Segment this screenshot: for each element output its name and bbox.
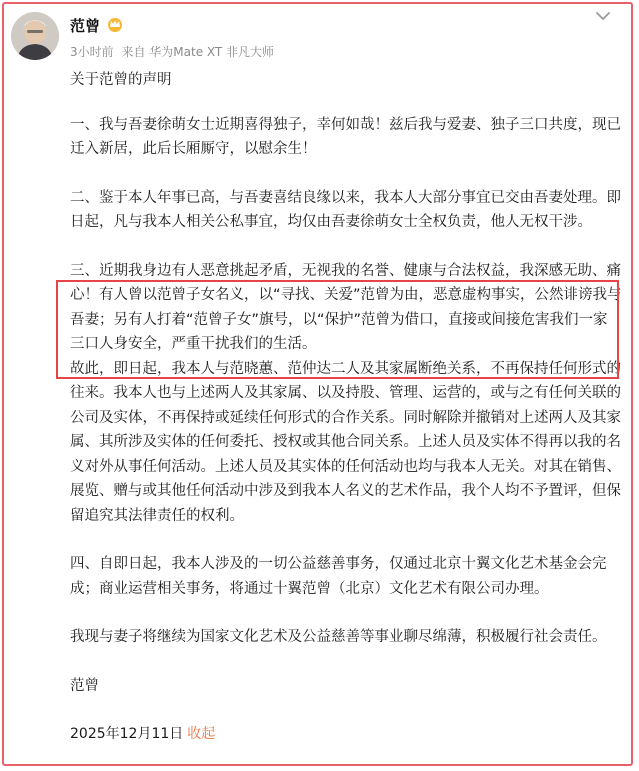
chevron-down-icon[interactable] [594,9,612,23]
post-time: 3小时前 [70,45,114,59]
statement-title: 关于范曾的声明 [70,72,172,88]
author-name[interactable]: 范曾 [70,17,101,35]
paragraph-1: 一、我与吾妻徐萌女士近期喜得独子，幸何如哉！兹后我与爱妻、独子三口共度，现已迁入新居，此后长厢厮守，以慰余生！ [70,116,621,157]
signature-date-line [70,722,622,747]
paragraph-3: 三、近期我身边有人恶意挑起矛盾，无视我的名誉、健康与合法权益，我深感无助、痛心！有人曾以范曾子女名义，以“寻找、关爱”范曾为由，恶意虚构事实，公然诽谤我与吾妻；另有人打着“范曾子女”旗号，以“保护”范曾为借口，直接或间接危害我们一家三口人身安全，严重干扰我们的生活。 [70,262,622,352]
crown-badge-icon [105,16,125,32]
paragraph-5: 我现与妻子将继续为国家文化艺术及公益慈善等事业聊尽绵薄，积极履行社会责任。 [70,629,607,645]
avatar[interactable] [11,12,59,60]
post-meta [70,43,278,60]
signature: 范曾 [70,677,99,694]
paragraph-4: 四、自即日起，我本人涉及的一切公益慈善事务，仅通过北京十翼文化艺术基金会完成；商业运营相关事务，将通过十翼范曾（北京）文化艺术有限公司办理。 [70,556,607,597]
signature-date: 2025年12月11日 [70,726,184,742]
post-body [70,68,622,771]
paragraph-3-continued: 故此，即日起，我本人与范晓蕙、范仲达二人及其家属断绝关系，不再保持任何形式的往来。我本人也与上述两人及其家属、以及持股、管理、运营的，或与之有任何关联的公司及实体，不再保持或延续任何形式的合作关系。同时解除并撤销对上述两人及其家属、其所涉及实体的任何委托、授权或其他合同关系。上述人员及实体不得再以我的名义对外从事任何活动。上述人员及其实体的任何活动也均与我本人无关。对其在销售、展览、赠与或其他任何活动中涉及到我本人名义的艺术作品，我个人均不予置评，但保留追究其法律责任的权利。 [70,360,621,524]
avatar-portrait-icon [11,12,59,60]
paragraph-2: 二、鉴于本人年事已高，与吾妻喜结良缘以来，我本人大部分事宜已交由吾妻处理。即日起，凡与我本人相关公私事宜，均仅由吾妻徐萌女士全权负责，他人无权干涉。 [70,189,621,230]
collapse-link[interactable]: 收起 [187,726,216,742]
post-source[interactable]: 来自 华为Mate XT 非凡大师 [121,45,275,59]
